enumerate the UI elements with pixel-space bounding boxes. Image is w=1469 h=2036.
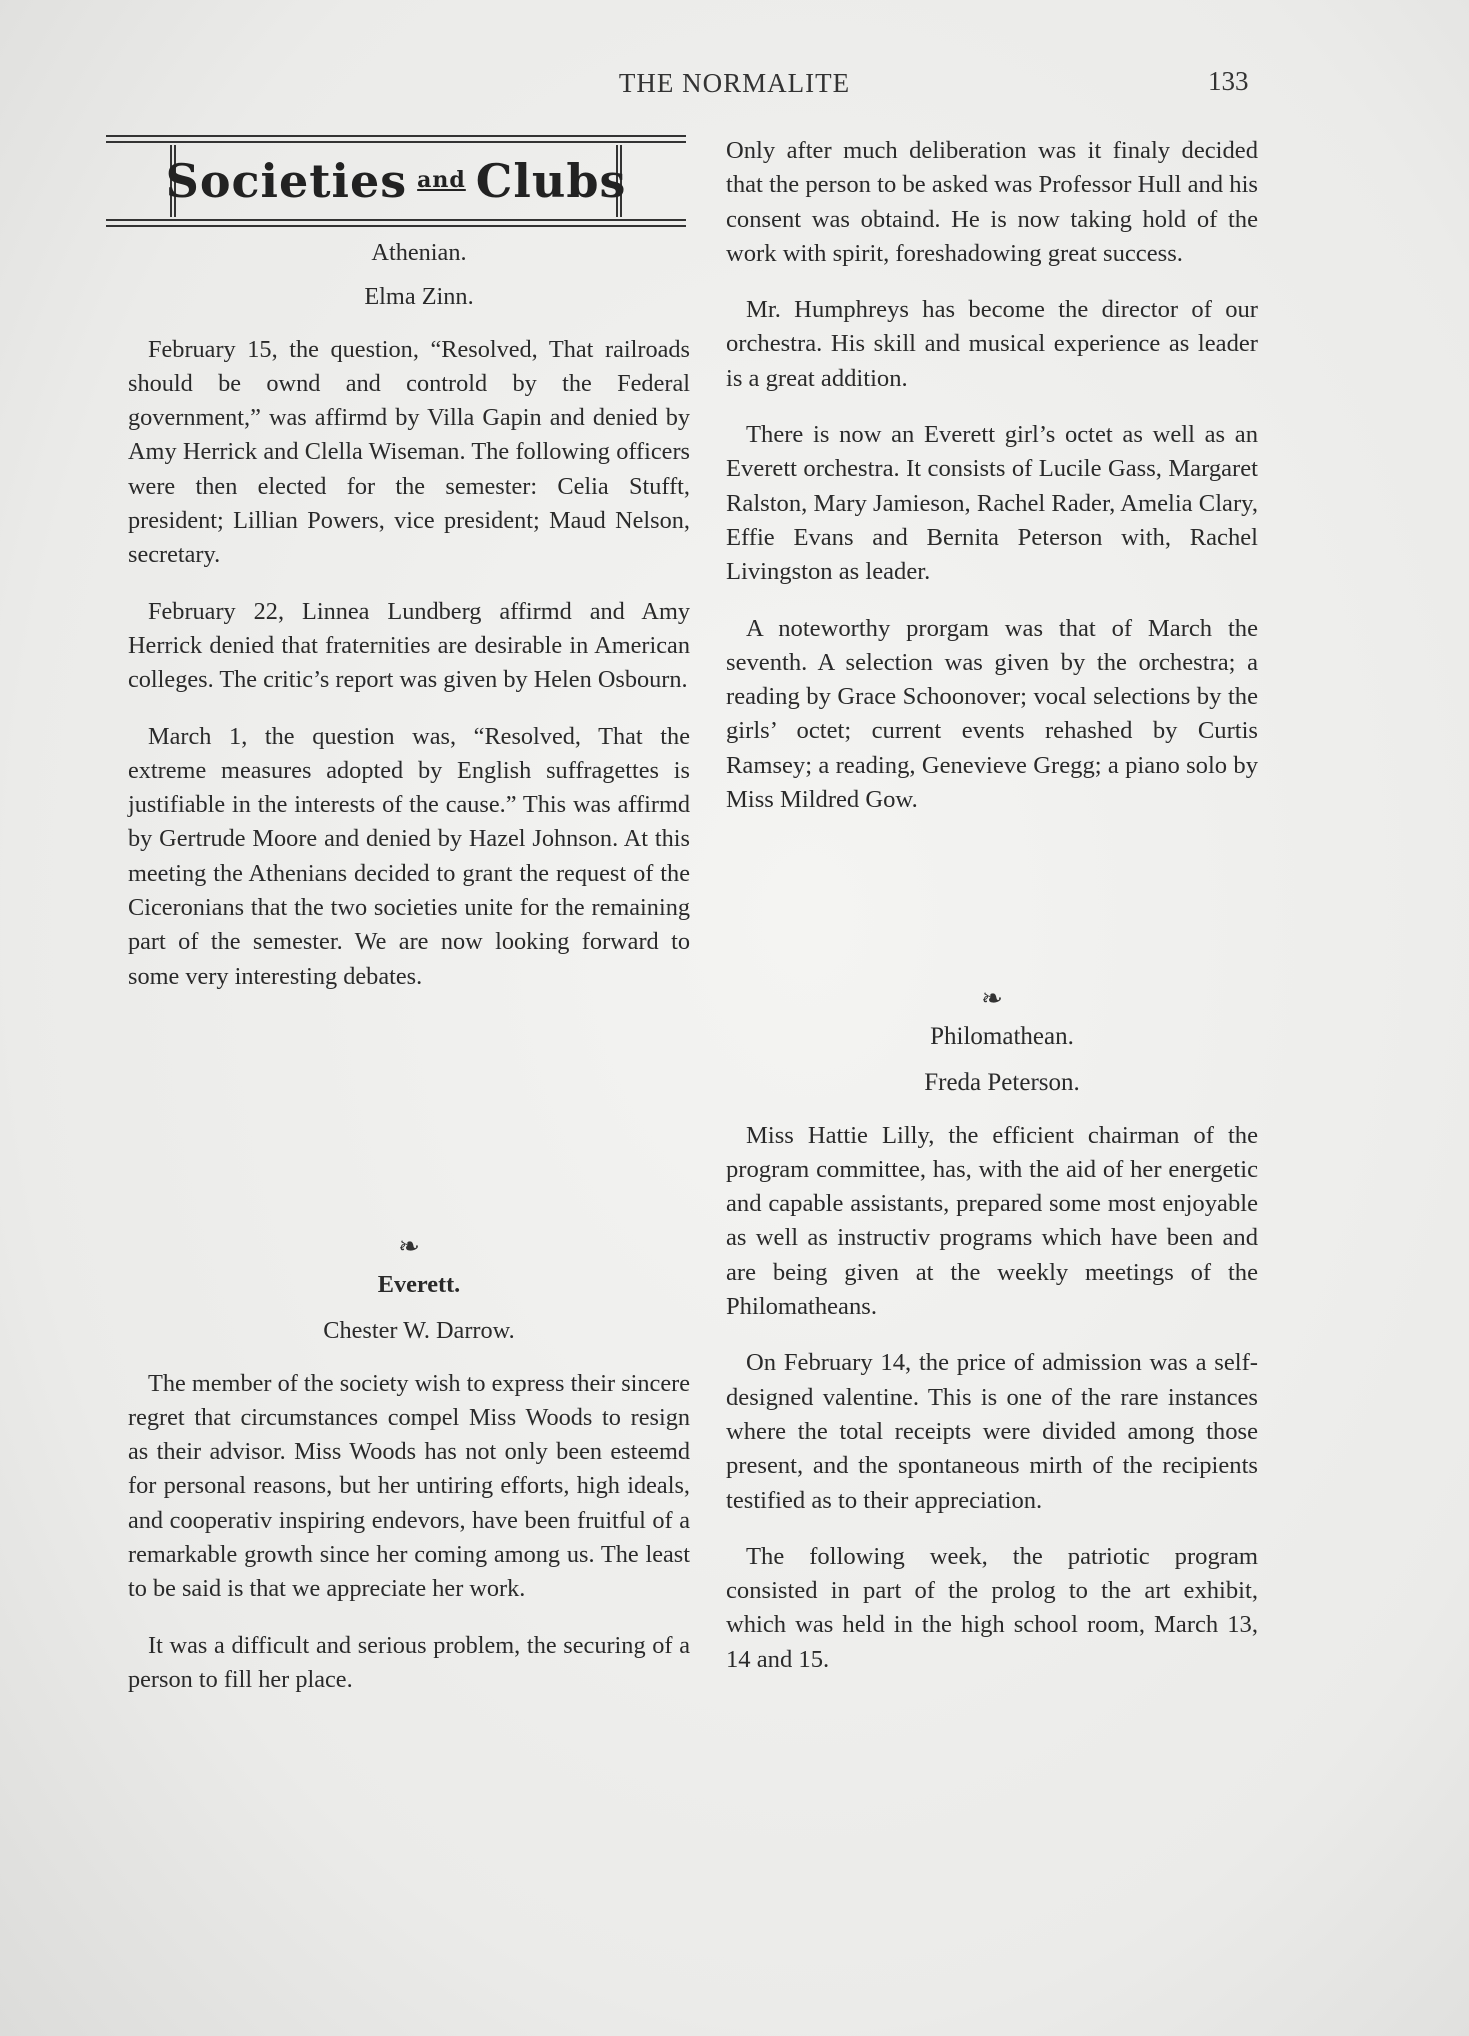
paragraph: A noteworthy prorgam was that of March the seventh. A selection was given by the orchestra; a reading by Grace Schoonover; vocal selections by the girls’ octet; current events rehashed by Curtis Ramsey; a reading, Genevieve Gregg; a piano solo by Miss Mildred Gow.	[726, 614, 1258, 814]
section-banner	[106, 131, 686, 231]
paragraph: There is now an Everett girl’s octet as well as an Everett orchestra. It consists of Lucile Gass, Margaret Ralston, Mary Jamieson, Rachel Rader, Amelia Clary, Effie Evans and Bernita Peterson with, Rachel Livingston as leader.	[726, 421, 1258, 586]
running-header: THE NORMALITE	[618, 68, 851, 98]
author-philomathean: Freda Peterson.	[924, 1069, 1080, 1097]
philomathean-section	[726, 978, 1258, 1699]
society-heading-everett: Everett.	[377, 1271, 461, 1298]
society-heading-athenian: Athenian.	[371, 239, 467, 266]
paragraph: The following week, the patriotic program consisted in part of the prolog to the art exhibit, which was held in the high school room, March 13, 14 and 15.	[726, 1542, 1258, 1673]
athenian-section	[128, 236, 690, 1016]
paragraph: Only after much deliberation was it finaly decided that the person to be asked was Professor Hull and his consent was obtaind. He is now taking hold of the work with spirit, foreshadowing great success.	[726, 137, 1258, 267]
paragraph: February 15, the question, “Resolved, That railroads should be ownd and controld by the Federal government,” was affirmd by Villa Gapin and denied by Amy Herrick and Clella Wiseman. The following officers were then elected for the semester: Celia Stufft, president; Lillian Powers, vice president; Maud Nelson, secretary.	[128, 335, 690, 569]
paragraph: On February 14, the price of admission was a self-designed valentine. This is one of the rare instances where the total receipts were divided among those present, and the spontaneous mirth of the recipients testified as to their appreciation.	[726, 1349, 1258, 1514]
paragraph: Miss Hattie Lilly, the efficient chairman of the program committee, has, with the aid of her energetic and capable assistants, prepared some most enjoyable as well as instructiv programs which have been and are being given at the weekly meetings of the Philomatheans.	[726, 1121, 1258, 1321]
page-number: 133	[1208, 66, 1249, 96]
author-everett: Chester W. Darrow.	[323, 1317, 515, 1345]
everett-section	[128, 1226, 690, 1719]
society-heading-philomathean: Philomathean.	[930, 1023, 1074, 1050]
paragraph: Mr. Humphreys has become the director of our orchestra. His skill and musical experience as leader is a great addition.	[726, 296, 1258, 392]
paragraph: February 22, Linnea Lundberg affirmd and Amy Herrick denied that fraternities are desirable in American colleges. The critic’s report was given by Helen Osbourn.	[128, 597, 690, 694]
paragraph: It was a difficult and serious problem, the securing of a person to fill her place.	[128, 1631, 690, 1693]
leaf-ornament-icon: ❧	[398, 1232, 420, 1261]
everett-continued	[726, 134, 1258, 839]
author-athenian: Elma Zinn.	[364, 283, 474, 311]
banner-title: Societies $^{and}$ Clubs	[165, 154, 627, 208]
paragraph: March 1, the question was, “Resolved, That the extreme measures adopted by English suffragettes is justifiable in the interests of the cause.” This was affirmd by Gertrude Moore and denied by Hazel Johnson. At this meeting the Athenians decided to grant the request of the Ciceronians that the two societies unite for the remaining part of the semester. We are now looking forward to some very interesting debates.	[128, 722, 690, 990]
leaf-ornament-icon: ❧	[981, 984, 1003, 1013]
paragraph: The member of the society wish to express their sincere regret that circumstances compel Miss Woods to resign as their advisor. Miss Woods has not only been esteemd for personal reasons, but her untiring efforts, high ideals, and cooperativ inspiring endevors, have been fruitful of a remarkable growth since her coming among us. The least to be said is that we appreciate her work.	[128, 1369, 690, 1603]
